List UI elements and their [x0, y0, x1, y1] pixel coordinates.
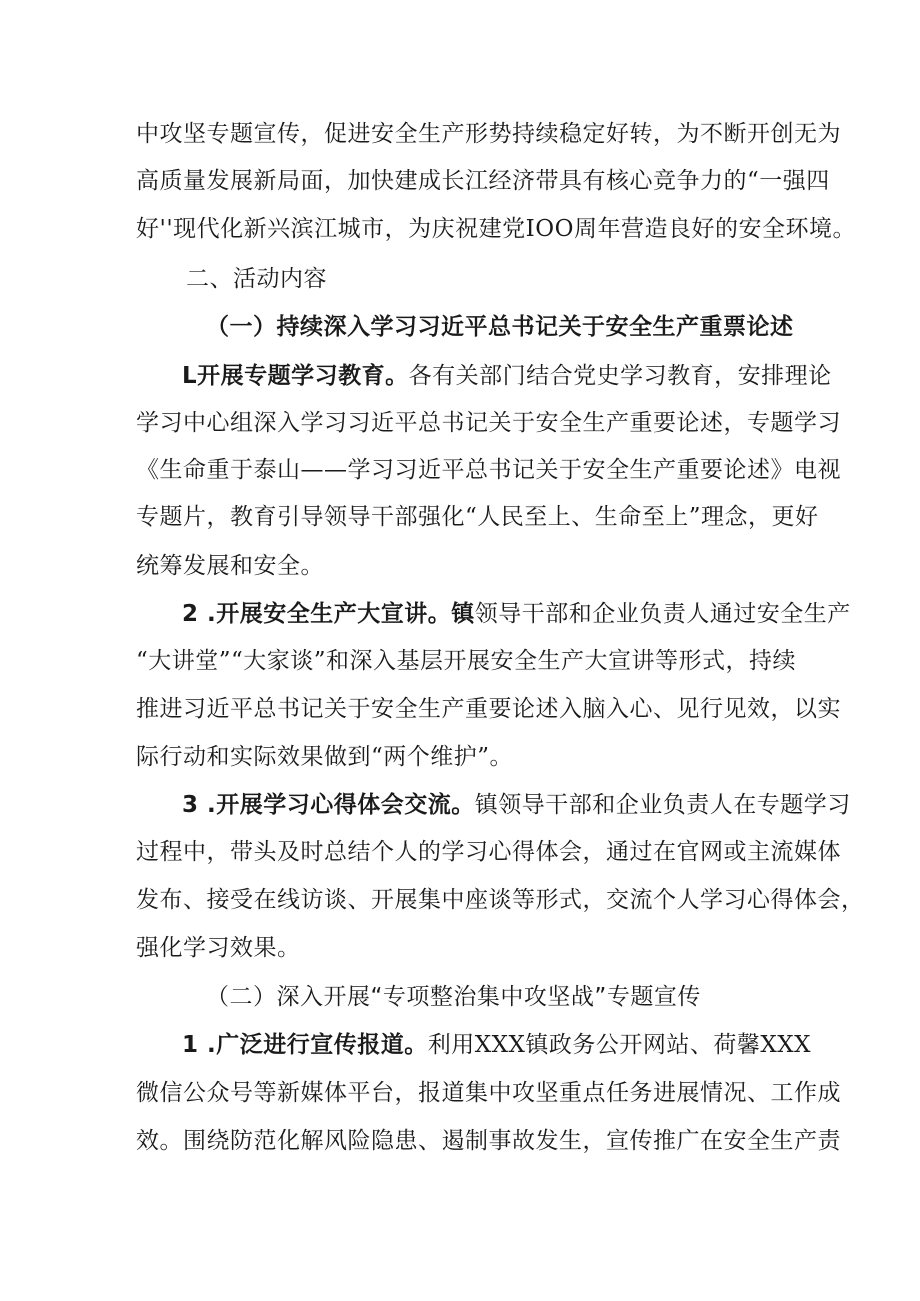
- paragraph-line: 强化学习效果。: [136, 935, 301, 961]
- paragraph-line: 高质量发展新局面，加快建成长江经济带具有核心竞争力的“一强四: [136, 168, 830, 194]
- item-first-line: [182, 599, 851, 629]
- paragraph-line: 过程中，带头及时总结个人的学习心得体会，通过在官网或主流媒体: [136, 839, 841, 865]
- item-lead: 2 .开展安全生产大宣讲。镇: [182, 601, 475, 627]
- paragraph-line: 《生命重于泰山——学习习近平总书记关于安全生产重要论述》电视: [136, 457, 841, 483]
- section-heading: 二、活动内容: [186, 266, 327, 292]
- item-lead: L开展专题学习教育。: [182, 363, 409, 389]
- item-first-line: [182, 1030, 811, 1060]
- item-first-line: [182, 790, 851, 820]
- paragraph-line: 统筹发展和安全。: [136, 553, 324, 579]
- subsection-heading: （二）深入开展“专项整治集中攻坚战”专题宣传: [206, 984, 701, 1010]
- item-lead: 1 .广泛进行宣传报道。: [182, 1032, 428, 1058]
- paragraph-line: 效。围绕防范化解风险隐患、遏制事故发生，宣传推广在安全生产责: [136, 1128, 841, 1154]
- item-text: 各有关部门结合党史学习教育，安排理论: [408, 363, 832, 389]
- item-text: 利用XXX镇政务公开网站、荷馨XXX: [427, 1032, 811, 1058]
- subsection-heading: （一）持续深入学习习近平总书记关于安全生产重票论述: [206, 314, 794, 340]
- item-first-line: [182, 361, 832, 391]
- paragraph-line: 微信公众号等新媒体平台，报道集中攻坚重点任务进展情况、工作成: [136, 1080, 841, 1106]
- paragraph-line: 学习中心组深入学习习近平总书记关于安全生产重要论述，专题学习: [136, 410, 841, 436]
- paragraph-line: 专题片，教育引导领导干部强化“人民至上、生命至上”理念，更好: [136, 504, 819, 530]
- paragraph-line: 好''现代化新兴滨江城市，为庆祝建党IOO周年营造良好的安全环境。: [136, 216, 856, 242]
- item-lead: 3 .开展学习心得体会交流。: [182, 792, 475, 818]
- item-text: 领导干部和企业负责人通过安全生产: [474, 601, 851, 627]
- item-text: 镇领导干部和企业负责人在专题学习: [474, 792, 851, 818]
- paragraph-line: 中攻坚专题宣传，促进安全生产形势持续稳定好转，为不断开创无为: [136, 121, 841, 147]
- paragraph-line: 推进习近平总书记关于安全生产重要论述入脑入心、见行见效，以实: [136, 696, 841, 722]
- paragraph-line: 发布、接受在线访谈、开展集中座谈等形式，交流个人学习心得体会，: [136, 887, 865, 913]
- paragraph-line: 际行动和实际效果做到“两个维护”。: [136, 744, 514, 770]
- paragraph-line: “大讲堂”“大家谈”和深入基层开展安全生产大宣讲等形式，持续: [136, 648, 797, 674]
